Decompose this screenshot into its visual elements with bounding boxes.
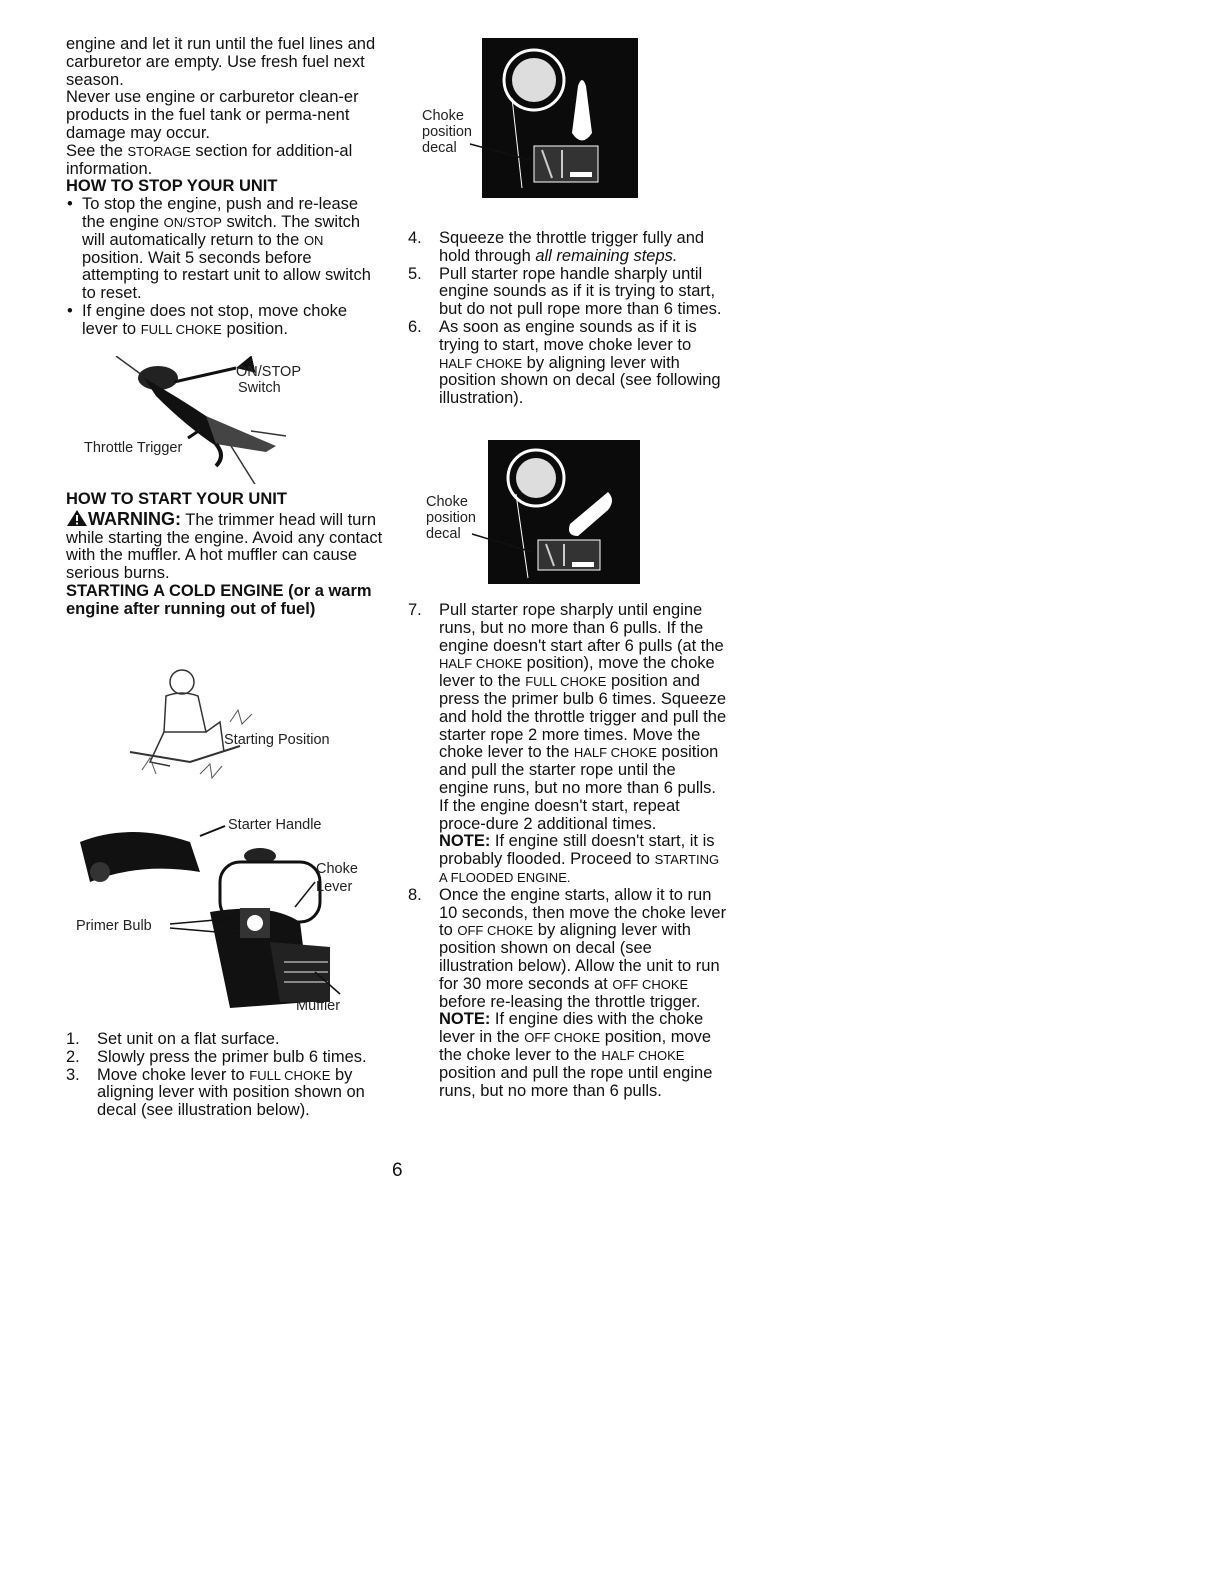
storage-para: See the STORAGE section for addition-al information.: [66, 141, 353, 178]
starter-handle-label: Starter Handle: [228, 817, 322, 833]
muffler-label: Muffler: [296, 998, 341, 1014]
stop-bullet-1: • To stop the engine, push and re-lease the engine ON/STOP switch. The switch will automatically return to the ON position. Wait 5 seconds before attempting to restart unit to allow switch to reset.: [66, 196, 384, 303]
decal2-label-decal: decal: [426, 526, 461, 542]
left-steps: [66, 1031, 384, 1120]
fuel-para: engine and let it run until the fuel lines and carburetor are empty. Use fresh fuel next season.: [66, 35, 376, 89]
switch-label: Switch: [238, 380, 281, 396]
right-steps-top: [408, 230, 728, 408]
step-7: 7. Pull starter rope sharply until engine runs, but no more than 6 pulls. If the engine doesn't start after 6 pulls (at the HALF CHOKE position), move the choke lever to the FULL CHOKE position and press the primer bulb 6 times. Squeeze and hold the throttle trigger and pull the starter rope 2 more times. Move the choke lever to the HALF CHOKE position and pull the starter rope until the engine runs, but no more than 6 pulls. If the engine doesn't start, repeat proce-dure 2 additional times. NOTE: If engine still doesn't start, it is probably flooded. Proceed to STARTING A FLOODED ENGINE.: [408, 601, 727, 885]
decal2-label-position: position: [426, 510, 476, 526]
onstop-switch-figure: [66, 356, 326, 484]
step-1: 1. Set unit on a flat surface.: [66, 1030, 280, 1048]
right-steps-bottom: [408, 602, 728, 1100]
cleaner-para: Never use engine or carburetor clean-er products in the fuel tank or perma-nent damage may occur.: [66, 88, 359, 142]
choke-label: Choke: [316, 861, 358, 877]
onstop-label: ON/STOP: [236, 364, 301, 380]
warning-para: WARNING: The trimmer head will turn while starting the engine. Avoid any contact with the muffler. A hot muffler can cause serious burns.: [66, 508, 383, 583]
step-4: 4. Squeeze the throttle trigger fully and hold through all remaining steps.: [408, 229, 705, 265]
page-number: 6: [392, 1160, 403, 1181]
step-3: 3. Move choke lever to FULL CHOKE by aligning lever with position shown on decal (see illustration below).: [66, 1065, 365, 1120]
starting-position-label: Starting Position: [224, 732, 330, 748]
step-6: 6. As soon as engine sounds as if it is trying to start, move choke lever to HALF CHOKE by aligning lever with position shown on decal (see following illustration).: [408, 317, 721, 408]
decal1-label-decal: decal: [422, 140, 457, 156]
choke-decal-figure-1: [420, 38, 640, 200]
engine-illustration: [70, 812, 370, 1018]
step-5: 5. Pull starter rope handle sharply until engine sounds as if it is trying to start, but do not pull rope more than 6 times.: [408, 264, 722, 319]
throttle-trigger-label: Throttle Trigger: [84, 440, 183, 456]
lever-label: Lever: [316, 879, 353, 895]
heading-stop-unit: HOW TO STOP YOUR UNIT: [66, 177, 278, 196]
step-2: 2. Slowly press the primer bulb 6 times.: [66, 1047, 367, 1066]
warning-icon: [66, 509, 88, 527]
starting-position-figure: [120, 662, 360, 788]
engine-figure: [70, 812, 370, 1018]
decal2-label-choke: Choke: [426, 494, 468, 510]
stop-bullet-2: • If engine does not stop, move choke lever to FULL CHOKE position.: [66, 303, 384, 339]
heading-start-unit: HOW TO START YOUR UNIT: [66, 490, 287, 508]
heading-cold-engine: STARTING A COLD ENGINE (or a warm engine after running out of fuel): [66, 581, 372, 618]
decal1-label-choke: Choke: [422, 108, 464, 124]
person-kneeling-illustration: [120, 662, 360, 788]
choke-decal-figure-2: [424, 440, 644, 586]
left-column-start: [66, 491, 384, 619]
left-column: [66, 36, 384, 339]
step-8: 8. Once the engine starts, allow it to run 10 seconds, then move the choke lever to OFF CHOKE by aligning lever with position shown on decal (see illustration below). Allow the unit to run for 30 more seconds at OFF CHOKE before re-leasing the throttle trigger. NOTE: If engine dies with the choke lever in the OFF CHOKE position, move the choke lever to the HALF CHOKE position and pull the rope until engine runs, but no more than 6 pulls.: [408, 885, 727, 1100]
decal1-label-position: position: [422, 124, 472, 140]
primer-bulb-label: Primer Bulb: [76, 918, 152, 934]
